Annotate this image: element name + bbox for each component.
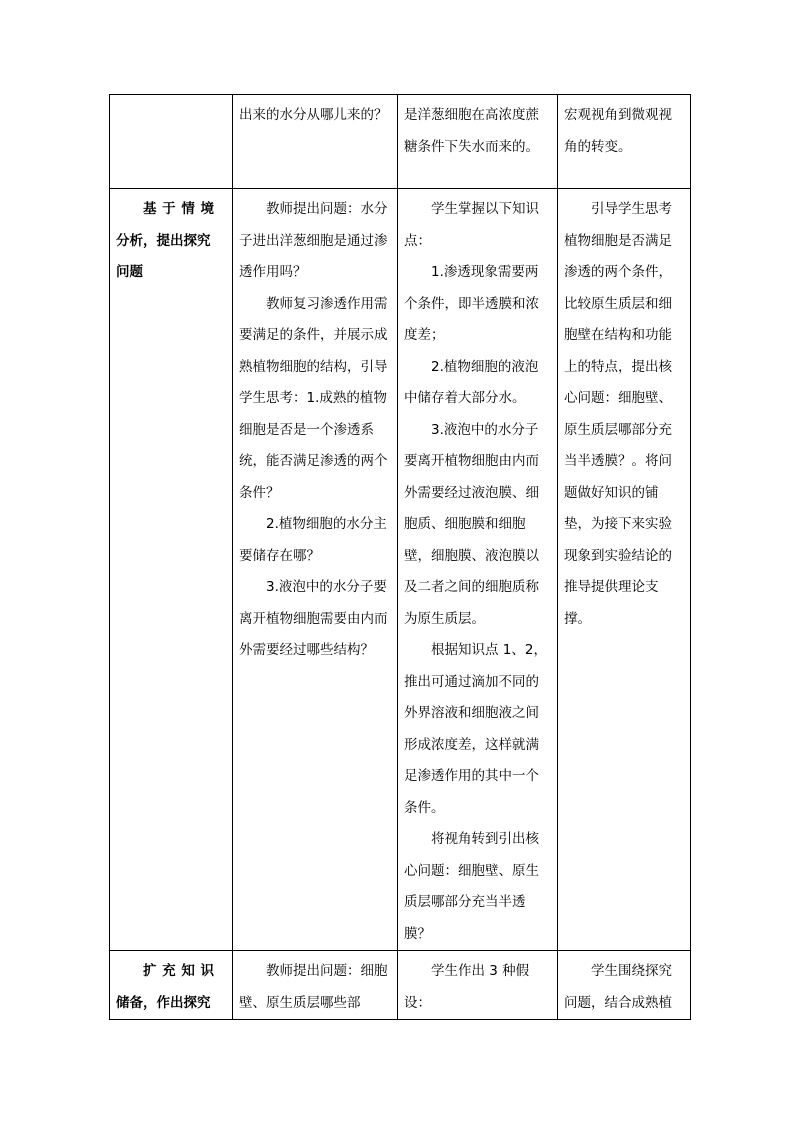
paragraph: 将视角转到引出核心问题：细胞壁、原生质层哪部分充当半透膜？ (404, 831, 539, 942)
paragraph: 学生围绕探究问题，结合成熟植 (564, 963, 672, 1011)
paragraph: 2.植物细胞的液泡中储存着大部分水。 (404, 358, 539, 406)
design-intent-cell (558, 951, 691, 1020)
paragraph: 根据知识点 1、2，推出可通过滴加不同的外界溶液和细胞液之间形成浓度差，这样就满足渗透作用的其中一个条件。 (404, 642, 547, 816)
paragraph: 学生掌握以下知识点： (404, 201, 539, 249)
stage-title-line: 基于情境 (143, 201, 220, 217)
teacher-activity-cell (233, 189, 398, 951)
teacher-activity-cell (233, 951, 398, 1020)
paragraph: 学生作出 3 种假设： (404, 963, 530, 1011)
paragraph: 3.液泡中的水分子要离开植物细胞由内而外需要经过液泡膜、细胞质、细胞膜和细胞壁，细胞膜、液泡膜以及二者之间的细胞质称为原生质层。 (404, 421, 539, 627)
lesson-plan-table (109, 94, 691, 1020)
table-row (110, 189, 691, 951)
paragraph: 教师提出问题：水分子进出洋葱细胞是通过渗透作用吗？ (239, 201, 388, 280)
stage-title-line: 储备，作出探究 (116, 994, 211, 1011)
design-intent-cell (558, 189, 691, 951)
stage-cell (110, 95, 233, 189)
stage-title-line: 问题 (116, 264, 143, 280)
table-row (110, 951, 691, 1020)
paragraph: 教师提出问题：细胞壁、原生质层哪些部 (239, 963, 388, 1011)
design-intent-cell: 宏观视角到微观视角的转变。 (558, 95, 691, 189)
stage-title-line: 分析，提出探究 (116, 232, 211, 249)
paragraph: 教师复习渗透作用需要满足的条件，并展示成熟植物细胞的结构，引导学生思考：1.成熟的植物细胞是否是一个渗透系统，能否满足渗透的两个条件？ (239, 295, 388, 501)
stage-cell (110, 951, 233, 1020)
paragraph: 3.液泡中的水分子要离开植物细胞需要由内而外需要经过哪些结构？ (239, 579, 388, 658)
table-row (110, 95, 691, 189)
paragraph: 1.渗透现象需要两个条件，即半透膜和浓度差； (404, 264, 539, 343)
stage-cell (110, 189, 233, 951)
paragraph: 引导学生思考植物细胞是否满足渗透的两个条件，比较原生质层和细胞壁在结构和功能上的特点，提出核心问题：细胞壁、原生质层哪部分充当半透膜？。将问题做好知识的铺垫，为接下来实验现象到实验结论的推导提供理论支撑。 (564, 201, 672, 627)
student-activity-cell: 是洋葱细胞在高浓度蔗糖条件下失水而来的。 (398, 95, 558, 189)
stage-title-line: 扩充知识 (143, 963, 220, 979)
student-activity-cell (398, 189, 558, 951)
student-activity-cell (398, 951, 558, 1020)
paragraph: 2.植物细胞的水分主要储存在哪？ (239, 516, 387, 564)
teacher-activity-cell: 出来的水分从哪儿来的？ (233, 95, 398, 189)
